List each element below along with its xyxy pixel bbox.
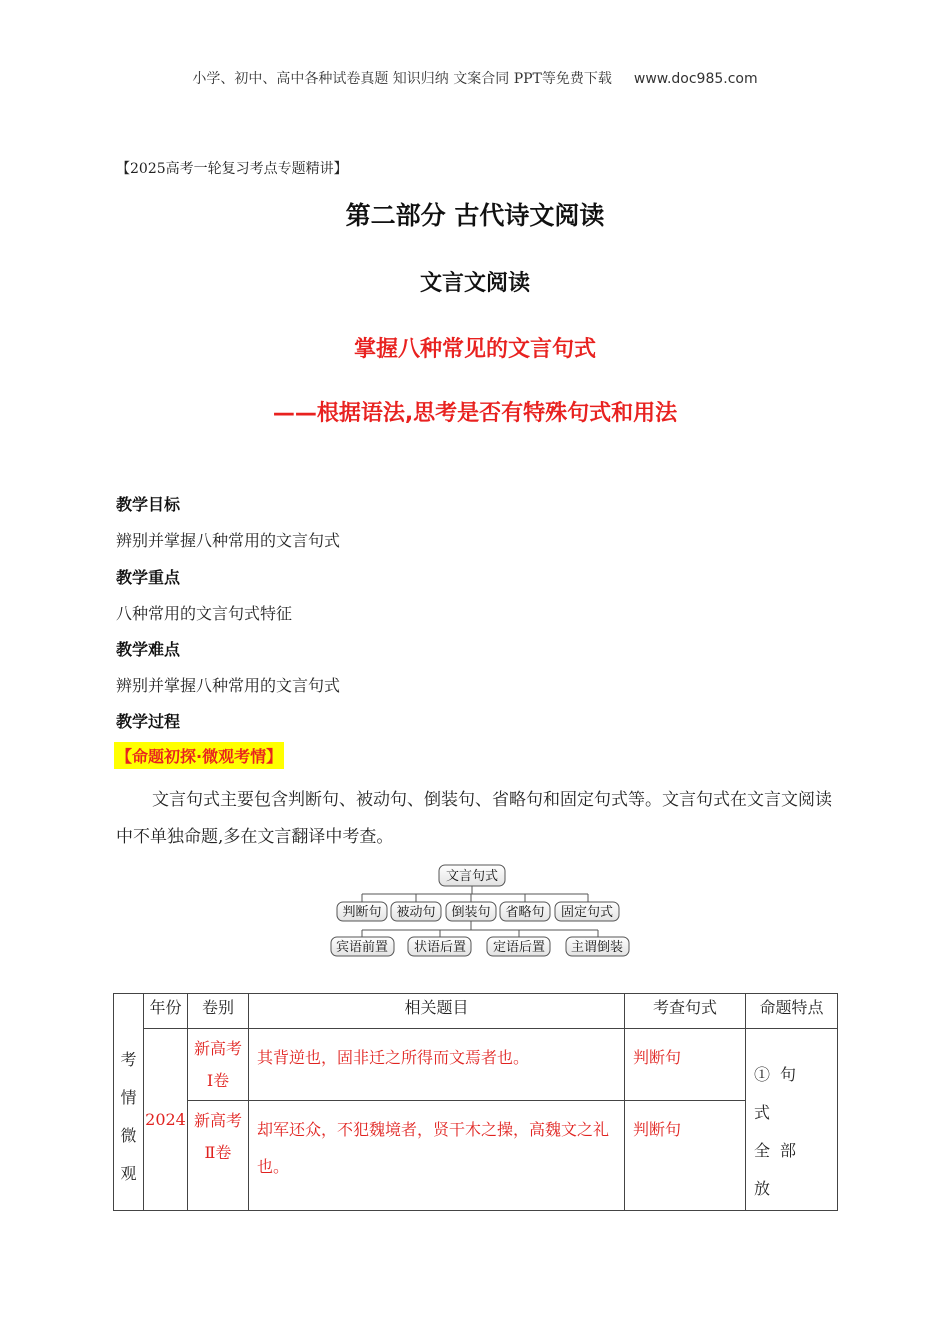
intro-paragraph: 文言句式主要包含判断句、被动句、倒装句、省略句和固定句式等。文言句式在文言文阅读中不单独命题,多在文言翻译中考查。 <box>116 790 832 847</box>
section-title: 文言文阅读 <box>419 271 530 296</box>
keypoints-heading: 教学重点 <box>116 568 181 587</box>
question-cell: 却军还众，不犯魏境者，贤干木之操，高魏文之礼也。 <box>249 1101 625 1211</box>
type-cell: 判断句 <box>625 1101 746 1211</box>
header-feature: 命题特点 <box>746 994 838 1029</box>
year-cell: 2024 <box>144 1029 188 1211</box>
highlight-label: 【命题初探·微观考情】 <box>114 742 284 769</box>
feature-cell: ①句式 全部放 <box>746 1029 838 1211</box>
page-header <box>0 68 950 88</box>
exam-table <box>113 993 838 1211</box>
paper-cell: 新高考 Ⅱ卷 <box>188 1101 249 1211</box>
diagram-node: 省略句 <box>505 905 545 920</box>
type-cell: 判断句 <box>625 1029 746 1101</box>
header-year: 年份 <box>144 994 188 1029</box>
part-title: 第二部分 古代诗文阅读 <box>345 201 605 230</box>
header-paper: 卷别 <box>188 994 249 1029</box>
subtopic-title: ——根据语法,思考是否有特殊句式和用法 <box>272 401 678 426</box>
diagram-node: 被动句 <box>396 905 436 920</box>
header-text: 小学、初中、高中各种试卷真题 知识归纳 文案合同 PPT等免费下载 <box>192 71 612 87</box>
process-heading: 教学过程 <box>116 712 181 731</box>
header-site: www.doc985.com <box>633 71 758 87</box>
side-label: 考 情 微 观 <box>114 994 144 1211</box>
paper-cell: 新高考 Ⅰ卷 <box>188 1029 249 1101</box>
diagram-subnode: 定语后置 <box>492 940 546 955</box>
question-cell: 其背逆也，固非迁之所得而文焉者也。 <box>249 1029 625 1101</box>
diagram-node: 判断句 <box>342 905 382 920</box>
header-type: 考查句式 <box>625 994 746 1029</box>
diagram-node: 固定句式 <box>560 905 614 920</box>
diagram-subnode: 宾语前置 <box>335 940 389 955</box>
keypoints-text: 八种常用的文言句式特征 <box>116 604 293 623</box>
diagram-subnode: 主谓倒装 <box>570 940 624 955</box>
diagram-node: 倒装句 <box>451 905 491 920</box>
diagram-root: 文言句式 <box>445 869 499 884</box>
difficulty-text: 辨别并掌握八种常用的文言句式 <box>116 676 341 695</box>
series-label: 【2025高考一轮复习考点专题精讲】 <box>116 161 348 177</box>
header-question: 相关题目 <box>249 994 625 1029</box>
goals-text: 辨别并掌握八种常用的文言句式 <box>116 531 341 550</box>
sentence-types-diagram <box>326 860 631 962</box>
goals-heading: 教学目标 <box>116 495 181 514</box>
difficulty-heading: 教学难点 <box>116 640 181 659</box>
topic-title: 掌握八种常见的文言句式 <box>353 337 596 362</box>
diagram-subnode: 状语后置 <box>413 940 467 955</box>
